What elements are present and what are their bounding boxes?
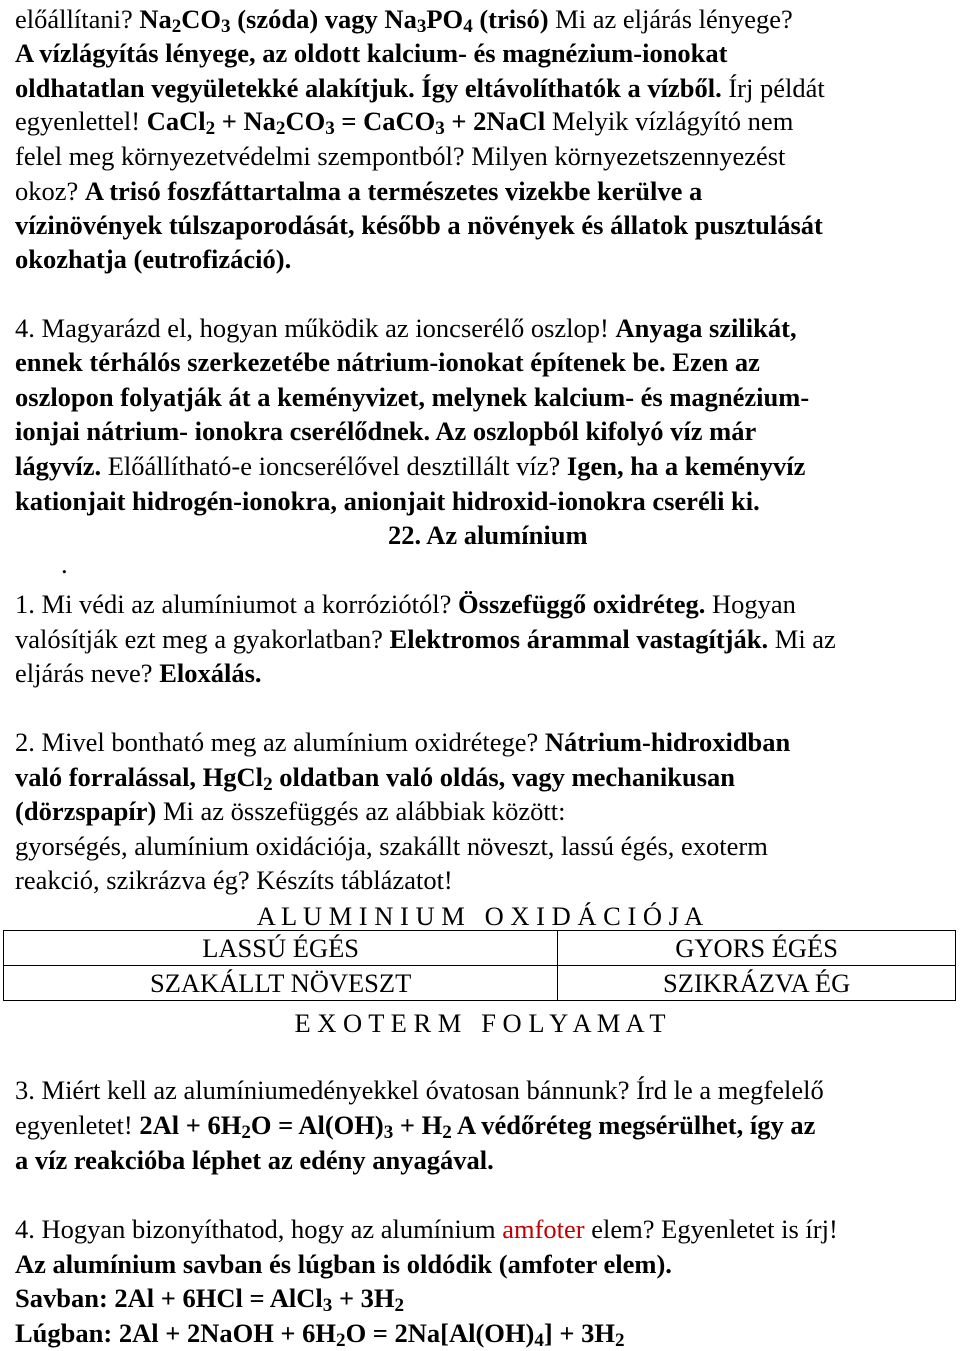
text-line: Az alumínium savban és lúgban is oldódik (amfoter elem).	[15, 1249, 672, 1279]
text-line: előállítani? $Na_2CO_3$ (szóda) vagy $Na_3PO_4$ (trisó) Mi az eljárás lényege?	[15, 4, 793, 38]
table-cell: SZAKÁLLT NÖVESZT	[4, 966, 558, 1001]
table-cell: LASSÚ ÉGÉS	[4, 931, 558, 966]
table-title: A L U M I N I U M O X I D Á C I Ó J A	[256, 901, 704, 931]
text-line: való forralással, HgCl$_2$ oldatban való oldás, vagy mechanikusan	[15, 762, 736, 796]
text-line: A vízlágyítás lényege, az oldott kalcium- és magnézium-ionokat	[15, 38, 728, 68]
text-line: ennek térhálós szerkezetébe nátrium-ionokat építenek be. Ezen az	[15, 347, 760, 377]
text-line: egyenletet! $2Al + 6H_2O = Al(OH)_3 + H_2$ A védőréteg megsérülhet, így az	[15, 1110, 816, 1144]
text-line: lágyvíz. Előállítható-e ioncserélővel desztillált víz? Igen, ha a keményvíz	[15, 451, 806, 481]
text-line: felel meg környezetvédelmi szempontból? Milyen környezetszennyezést	[15, 141, 786, 171]
text-line: oldhatatlan vegyületekké alakítjuk. Így eltávolíthatók a vízből. Írj példát	[15, 73, 825, 103]
text-line: 2. Mivel bontható meg az alumínium oxidrétege? Nátrium-hidroxidban	[15, 727, 791, 757]
table-cell: SZIKRÁZVA ÉG	[558, 966, 956, 1001]
text-line: (dörzspapír) Mi az összefüggés az alábbiak között:	[15, 796, 566, 826]
highlighted-word: amfoter	[502, 1214, 585, 1244]
table-footer: E X O T E R M F O L Y A M A T	[294, 1008, 666, 1038]
text-line: vízinövények túlszaporodását, később a növények és állatok pusztulását	[15, 210, 823, 240]
text-line: egyenlettel! CaCl$_2$ + $Na_2CO_3$ = CaCO$_3$ + 2NaCl Melyik vízlágyító nem	[15, 106, 794, 140]
text-line: 4. Magyarázd el, hogyan működik az ioncserélő oszlop! Anyaga szilikát,	[15, 313, 797, 343]
text-line: .	[61, 549, 68, 579]
oxidation-table	[3, 930, 956, 1001]
equation-line: Savban: 2Al + 6HCl = AlCl$_3$ + $3H_2$	[15, 1283, 405, 1317]
text-line: gyorségés, alumínium oxidációja, szakállt növeszt, lassú égés, exoterm	[15, 831, 768, 861]
table-row	[4, 966, 956, 1001]
text-line: kationjait hidrogén-ionokra, anionjait hidroxid-ionokra cseréli ki.	[15, 486, 760, 516]
text-line: okozhatja (eutrofizáció).	[15, 244, 292, 274]
table-cell: GYORS ÉGÉS	[558, 931, 956, 966]
text-line: eljárás neve? Eloxálás.	[15, 658, 262, 688]
text-line: 1. Mi védi az alumíniumot a korróziótól? Összefüggő oxidréteg. Hogyan	[15, 589, 796, 619]
table-row	[4, 931, 956, 966]
text-line: 4. Hogyan bizonyíthatod, hogy az alumínium amfoter elem? Egyenletet is írj!	[15, 1214, 838, 1244]
equation-line: Lúgban: 2Al + 2NaOH + $6H_2O = 2Na[Al(OH)_4] + 3H_2$	[15, 1318, 625, 1351]
section-title: 22. Az alumínium	[388, 520, 588, 550]
text-line: reakció, szikrázva ég? Készíts táblázatot!	[15, 865, 453, 895]
text-line: 3. Miért kell az alumíniumedényekkel óvatosan bánnunk? Írd le a megfelelő	[15, 1075, 824, 1105]
text-line: ionjai nátrium- ionokra cserélődnek. Az oszlopból kifolyó víz már	[15, 416, 757, 446]
text-line: oszlopon folyatják át a keményvizet, melynek kalcium- és magnézium-	[15, 382, 810, 412]
text-line: valósítják ezt meg a gyakorlatban? Elektromos árammal vastagítják. Mi az	[15, 624, 836, 654]
text-line: okoz? A trisó foszfáttartalma a természetes vizekbe kerülve a	[15, 176, 703, 206]
text-line: a víz reakcióba léphet az edény anyagával.	[15, 1145, 494, 1175]
